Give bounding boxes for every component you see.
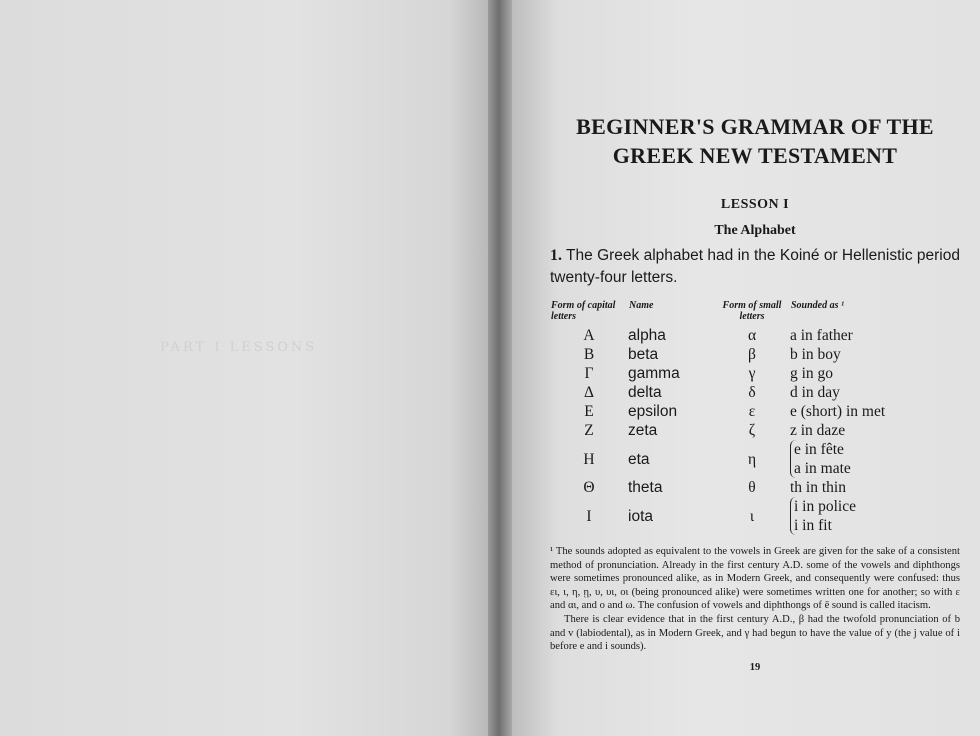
sound-brace (790, 440, 922, 478)
paragraph-text: The Greek alphabet had in the Koiné or Hellenistic period twenty-four letters. (550, 247, 960, 286)
table-row (550, 497, 922, 535)
small-letter: ι (749, 507, 755, 525)
small-letter: β (748, 346, 756, 363)
footnote (550, 545, 960, 654)
table-row (550, 440, 922, 478)
capital-letter: Θ (583, 479, 595, 496)
table-row (550, 364, 922, 383)
letter-name: beta (628, 346, 659, 363)
letter-sound: b in boy (790, 346, 841, 363)
letter-sound: g in go (790, 365, 834, 382)
letter-name: zeta (628, 422, 658, 439)
bleed-through-text: PART I LESSONS (160, 340, 318, 355)
capital-letter: H (583, 450, 595, 468)
table-row (550, 383, 922, 402)
small-letter: ε (748, 403, 756, 420)
table-row (550, 478, 922, 497)
letter-name: alpha (628, 327, 666, 344)
left-page (0, 0, 488, 736)
letter-sound: e in fête (794, 441, 844, 458)
header-capital: Form of capital letters (551, 300, 616, 322)
title-line-1: BEGINNER'S GRAMMAR OF THE (576, 114, 934, 139)
letter-sound: a in mate (794, 460, 851, 477)
footnote-paragraph-1: ¹ The sounds adopted as equivalent to the vowels in Greek are given for the sake of a consistent method of pronunciation. Already in the first century A.D. some of the vowels and diphthongs were sometimes pronounced alike, as in Modern Greek, and consequently were confused: thus ει, ι, η, ῃ, υ, υι, οι (being pronounced alike) were sometimes written one for another; so with ε and αι, and ο and ω. The confusion of vowels and diphthongs of ē sound is called itacism. (550, 546, 960, 612)
letter-name: eta (628, 450, 650, 468)
lesson-heading: LESSON I (720, 197, 790, 212)
small-letter: θ (748, 479, 756, 496)
letter-sound: d in day (790, 384, 840, 401)
sound-brace (790, 497, 922, 535)
capital-letter: E (584, 403, 594, 420)
letter-name: gamma (628, 365, 680, 382)
capital-letter: B (583, 346, 595, 363)
table-row (550, 345, 922, 364)
header-name: Name (629, 300, 654, 311)
section-heading: The Alphabet (714, 223, 796, 238)
small-letter: δ (748, 384, 756, 401)
table-row (550, 402, 922, 421)
capital-letter: A (583, 327, 595, 344)
letter-name: epsilon (628, 403, 678, 420)
letter-sound: i in police (794, 498, 856, 515)
small-letter: α (747, 327, 757, 344)
letter-sound: th in thin (790, 479, 846, 496)
header-sound: Sounded as ¹ (791, 300, 845, 311)
book-title (550, 112, 960, 170)
letter-sound: i in fit (794, 517, 832, 534)
small-letter: ζ (748, 422, 756, 439)
small-letter: η (747, 450, 757, 468)
capital-letter: Δ (584, 384, 594, 401)
letter-name: theta (628, 479, 663, 496)
paragraph-1 (550, 245, 960, 289)
alphabet-table (550, 299, 922, 535)
table-header-row (550, 299, 922, 326)
title-line-2: GREEK NEW TESTAMENT (612, 143, 898, 168)
page-number: 19 (749, 661, 761, 673)
small-letter: γ (748, 365, 756, 382)
book-gutter (488, 0, 512, 736)
letter-sound: e (short) in met (790, 403, 886, 420)
paragraph-number: 1. (550, 247, 562, 264)
capital-letter: Z (584, 422, 594, 439)
footnote-paragraph-2: There is clear evidence that in the first century A.D., β had the twofold pronunciation of b and v (labiodental), as in Modern Greek, and γ had begun to have the value of y (the j value of i before e and i sounds). (550, 613, 960, 653)
capital-letter: Γ (584, 365, 594, 382)
letter-name: delta (628, 384, 662, 401)
page-content (550, 112, 960, 673)
letter-sound-pair (790, 497, 922, 535)
letter-sound: a in father (790, 327, 853, 344)
letter-sound-pair (790, 440, 922, 478)
right-page (512, 0, 980, 736)
table-row (550, 421, 922, 440)
letter-name: iota (628, 507, 653, 525)
letter-sound: z in daze (790, 422, 846, 439)
table-row (550, 326, 922, 345)
capital-letter: I (586, 507, 592, 525)
header-small: Form of small letters (722, 300, 782, 322)
